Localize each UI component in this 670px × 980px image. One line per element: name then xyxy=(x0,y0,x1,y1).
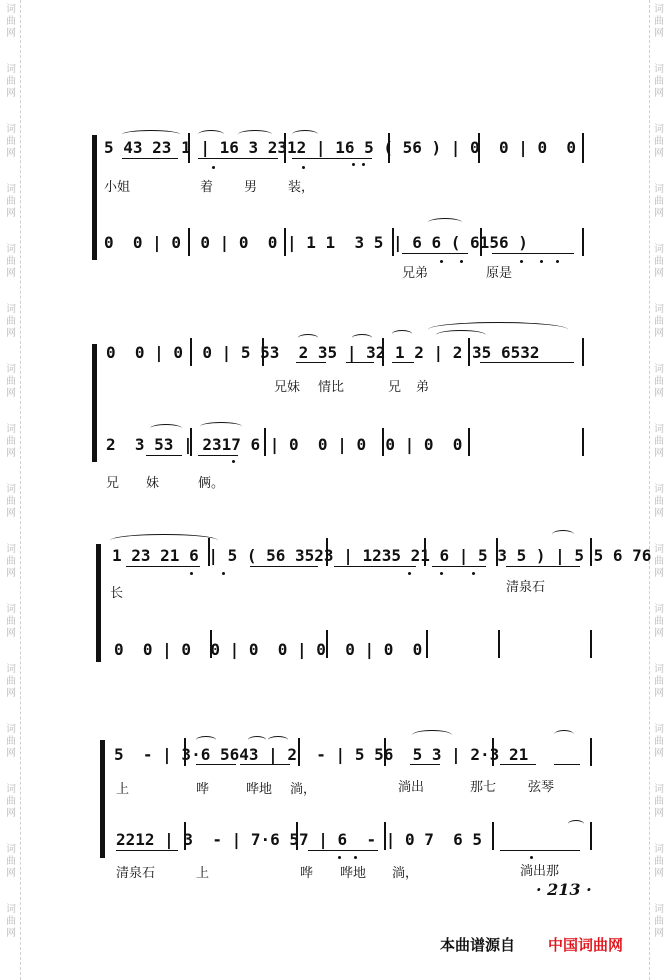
watermark-glyph: 曲 xyxy=(6,376,16,387)
barline xyxy=(492,822,494,850)
underline xyxy=(196,764,236,765)
watermark-glyph: 曲 xyxy=(6,196,16,207)
lyric: 清泉石 xyxy=(116,866,156,881)
watermark-glyph: 网 xyxy=(6,868,16,879)
low-octave-dot xyxy=(338,856,341,859)
watermark-text xyxy=(4,784,18,820)
lyric: 情比 xyxy=(318,380,345,395)
watermark-glyph: 词 xyxy=(654,4,664,15)
lyric: 淌出 xyxy=(398,780,425,795)
upper-voice-notes: 5 43 23 1 | 16 3 2312 | 16 5 ( 56 ) | 0 0 | 0 0 xyxy=(104,138,577,157)
watermark-glyph: 曲 xyxy=(654,256,664,267)
watermark-glyph: 词 xyxy=(654,904,664,915)
underline xyxy=(500,850,580,851)
watermark-glyph: 曲 xyxy=(6,856,16,867)
watermark-glyph: 曲 xyxy=(6,736,16,747)
watermark-glyph: 词 xyxy=(6,4,16,15)
watermark-glyph: 曲 xyxy=(654,196,664,207)
watermark-text xyxy=(4,844,18,880)
watermark-glyph: 曲 xyxy=(6,436,16,447)
low-octave-dot xyxy=(354,856,357,859)
watermark-glyph: 网 xyxy=(6,568,16,579)
lyric: 淌， xyxy=(392,866,419,881)
watermark-glyph: 网 xyxy=(6,88,16,99)
watermark-text xyxy=(4,184,18,220)
watermark-glyph: 曲 xyxy=(6,16,16,27)
watermark-glyph: 网 xyxy=(654,28,664,39)
watermark-glyph: 词 xyxy=(6,64,16,75)
watermark-text xyxy=(4,664,18,700)
watermark-glyph: 词 xyxy=(654,604,664,615)
watermark-glyph: 词 xyxy=(6,304,16,315)
watermark-glyph: 曲 xyxy=(654,676,664,687)
lower-voice-notes: 2212 | 3 - | 7·6 57 | 6 - | 0 7 6 5 xyxy=(116,830,483,849)
watermark-text xyxy=(652,484,666,520)
watermark-glyph: 曲 xyxy=(654,316,664,327)
lyric: 淌， xyxy=(290,782,317,797)
watermark-glyph: 词 xyxy=(6,784,16,795)
lyric: 弟 xyxy=(416,380,430,395)
watermark-text xyxy=(652,664,666,700)
watermark-glyph: 词 xyxy=(6,904,16,915)
watermark-glyph: 曲 xyxy=(654,916,664,927)
watermark-text xyxy=(4,4,18,40)
low-octave-dot xyxy=(530,856,533,859)
watermark-glyph: 曲 xyxy=(6,916,16,927)
watermark-text xyxy=(652,424,666,460)
source-site-link[interactable]: 中国词曲网 xyxy=(548,936,624,954)
lyric: 兄弟 xyxy=(402,266,429,281)
watermark-glyph: 网 xyxy=(654,868,664,879)
slur xyxy=(268,736,288,744)
watermark-glyph: 词 xyxy=(654,724,664,735)
watermark-glyph: 词 xyxy=(6,424,16,435)
watermark-text xyxy=(4,604,18,640)
watermark-glyph: 曲 xyxy=(6,556,16,567)
watermark-text xyxy=(652,184,666,220)
lower-voice-notes: 0 0 | 0 0 | 0 0 | 0 0 | 0 0 xyxy=(114,640,423,659)
underline xyxy=(500,764,536,765)
watermark-glyph: 词 xyxy=(6,844,16,855)
watermark-glyph: 网 xyxy=(654,928,664,939)
watermark-glyph: 网 xyxy=(654,568,664,579)
source-prefix: 本曲谱源自 xyxy=(440,936,516,954)
upper-voice-notes: 0 0 | 0 0 | 5 53 2 35 | 32 1 2 | 2 35 6532 xyxy=(106,343,540,362)
lyric: 清泉石 xyxy=(506,580,546,595)
lyric: 兄 xyxy=(388,380,402,395)
underline xyxy=(554,764,580,765)
lyric: 上 xyxy=(116,782,130,797)
watermark-text xyxy=(4,424,18,460)
lyric: 着 xyxy=(200,180,214,195)
watermark-glyph: 曲 xyxy=(6,76,16,87)
lyric: 妹 xyxy=(146,476,160,491)
underline xyxy=(410,764,440,765)
watermark-text xyxy=(652,844,666,880)
watermark-glyph: 网 xyxy=(654,328,664,339)
slur xyxy=(196,736,216,744)
watermark-glyph: 曲 xyxy=(654,16,664,27)
watermark-glyph: 词 xyxy=(6,724,16,735)
watermark-glyph: 曲 xyxy=(6,676,16,687)
slur xyxy=(554,730,574,739)
watermark-glyph: 词 xyxy=(654,64,664,75)
lyric: 原是 xyxy=(486,266,513,281)
lyric: 淌出那 xyxy=(520,864,560,879)
underline xyxy=(116,850,178,851)
watermark-glyph: 曲 xyxy=(6,256,16,267)
watermark-glyph: 曲 xyxy=(654,436,664,447)
watermark-glyph: 曲 xyxy=(6,316,16,327)
watermark-glyph: 网 xyxy=(6,388,16,399)
watermark-glyph: 词 xyxy=(6,124,16,135)
page-number: · 213 · xyxy=(536,880,592,899)
watermark-text xyxy=(4,904,18,940)
lyric: 装， xyxy=(288,180,315,195)
watermark-glyph: 网 xyxy=(6,928,16,939)
watermark-glyph: 网 xyxy=(6,268,16,279)
watermark-text xyxy=(4,724,18,760)
watermark-glyph: 网 xyxy=(654,808,664,819)
watermark-glyph: 曲 xyxy=(654,616,664,627)
lyric: 哗 xyxy=(300,866,314,881)
watermark-glyph: 网 xyxy=(6,28,16,39)
slur xyxy=(412,730,452,740)
lyric: 那七 xyxy=(470,780,497,795)
watermark-glyph: 曲 xyxy=(654,796,664,807)
watermark-glyph: 词 xyxy=(654,484,664,495)
watermark-glyph: 词 xyxy=(6,364,16,375)
lyric: 俩。 xyxy=(198,476,225,491)
watermark-glyph: 网 xyxy=(6,208,16,219)
watermark-text xyxy=(652,4,666,40)
underline xyxy=(308,850,378,851)
lyric: 兄妹 xyxy=(274,380,301,395)
watermark-text xyxy=(652,904,666,940)
watermark-text xyxy=(4,244,18,280)
watermark-text xyxy=(652,64,666,100)
lyric: 哗 xyxy=(196,782,210,797)
watermark-text xyxy=(4,304,18,340)
lyric: 小姐 xyxy=(104,180,131,195)
slur xyxy=(568,820,584,828)
watermark-glyph: 词 xyxy=(654,124,664,135)
lyric: 哗地 xyxy=(340,866,367,881)
slur xyxy=(248,736,266,744)
watermark-glyph: 网 xyxy=(6,628,16,639)
watermark-glyph: 词 xyxy=(654,424,664,435)
lyric: 哗地 xyxy=(246,782,273,797)
watermark-text xyxy=(652,724,666,760)
lyric: 弦琴 xyxy=(528,780,555,795)
watermark-glyph: 曲 xyxy=(6,136,16,147)
watermark-glyph: 曲 xyxy=(654,376,664,387)
watermark-glyph: 网 xyxy=(654,748,664,759)
watermark-glyph: 曲 xyxy=(654,556,664,567)
watermark-glyph: 词 xyxy=(654,304,664,315)
watermark-text xyxy=(652,124,666,160)
watermark-glyph: 词 xyxy=(6,544,16,555)
watermark-glyph: 网 xyxy=(654,628,664,639)
lower-voice-notes: 2 3 53 | 2317 6 | 0 0 | 0 0 | 0 0 xyxy=(106,435,463,454)
watermark-glyph: 网 xyxy=(6,148,16,159)
watermark-glyph: 词 xyxy=(654,184,664,195)
barline xyxy=(590,738,592,766)
watermark-glyph: 网 xyxy=(654,448,664,459)
watermark-glyph: 曲 xyxy=(654,736,664,747)
watermark-text xyxy=(652,784,666,820)
watermark-text xyxy=(4,64,18,100)
watermark-text xyxy=(4,364,18,400)
watermark-glyph: 词 xyxy=(6,244,16,255)
watermark-glyph: 曲 xyxy=(6,496,16,507)
watermark-glyph: 词 xyxy=(6,604,16,615)
lyric: 兄 xyxy=(106,476,120,491)
system-bracket xyxy=(100,740,105,858)
watermark-glyph: 词 xyxy=(6,664,16,675)
watermark-text xyxy=(4,544,18,580)
watermark-glyph: 网 xyxy=(6,688,16,699)
watermark-glyph: 词 xyxy=(654,244,664,255)
watermark-glyph: 网 xyxy=(6,448,16,459)
lyric: 男 xyxy=(244,180,258,195)
watermark-glyph: 网 xyxy=(654,208,664,219)
watermark-glyph: 词 xyxy=(654,664,664,675)
watermark-text xyxy=(652,604,666,640)
watermark-glyph: 词 xyxy=(6,484,16,495)
watermark-glyph: 曲 xyxy=(6,616,16,627)
watermark-glyph: 词 xyxy=(654,544,664,555)
watermark-glyph: 曲 xyxy=(6,796,16,807)
watermark-glyph: 网 xyxy=(654,688,664,699)
watermark-glyph: 网 xyxy=(6,748,16,759)
lower-voice-notes: 0 0 | 0 0 | 0 0 | 1 1 3 5 | 6 6 ( 6156 ) xyxy=(104,233,528,252)
watermark-text xyxy=(4,484,18,520)
watermark-glyph: 词 xyxy=(654,364,664,375)
watermark-glyph: 网 xyxy=(654,508,664,519)
watermark-glyph: 词 xyxy=(654,784,664,795)
watermark-glyph: 网 xyxy=(6,508,16,519)
watermark-glyph: 网 xyxy=(654,388,664,399)
watermark-glyph: 曲 xyxy=(654,856,664,867)
watermark-text xyxy=(652,364,666,400)
watermark-glyph: 词 xyxy=(6,184,16,195)
watermark-glyph: 词 xyxy=(654,844,664,855)
watermark-glyph: 网 xyxy=(6,808,16,819)
lyric: 长 xyxy=(110,586,124,601)
watermark-glyph: 网 xyxy=(654,268,664,279)
watermark-glyph: 曲 xyxy=(654,76,664,87)
watermark-text xyxy=(652,304,666,340)
watermark-glyph: 网 xyxy=(654,148,664,159)
watermark-text xyxy=(4,124,18,160)
watermark-glyph: 曲 xyxy=(654,136,664,147)
upper-voice-notes: 1 23 21 6 | 5 ( 56 3523 | 1235 21 6 | 5 3 5 ) | 5 5 6 76 xyxy=(112,546,652,565)
barline xyxy=(590,822,592,850)
watermark-glyph: 曲 xyxy=(654,496,664,507)
lyric: 上 xyxy=(196,866,210,881)
upper-voice-notes: 5 - | 3·6 5643 | 2 - | 5 56 5 3 | 2·3 21 xyxy=(114,745,529,764)
watermark-text xyxy=(652,544,666,580)
underline xyxy=(240,764,290,765)
watermark-glyph: 网 xyxy=(6,328,16,339)
watermark-glyph: 网 xyxy=(654,88,664,99)
watermark-text xyxy=(652,244,666,280)
